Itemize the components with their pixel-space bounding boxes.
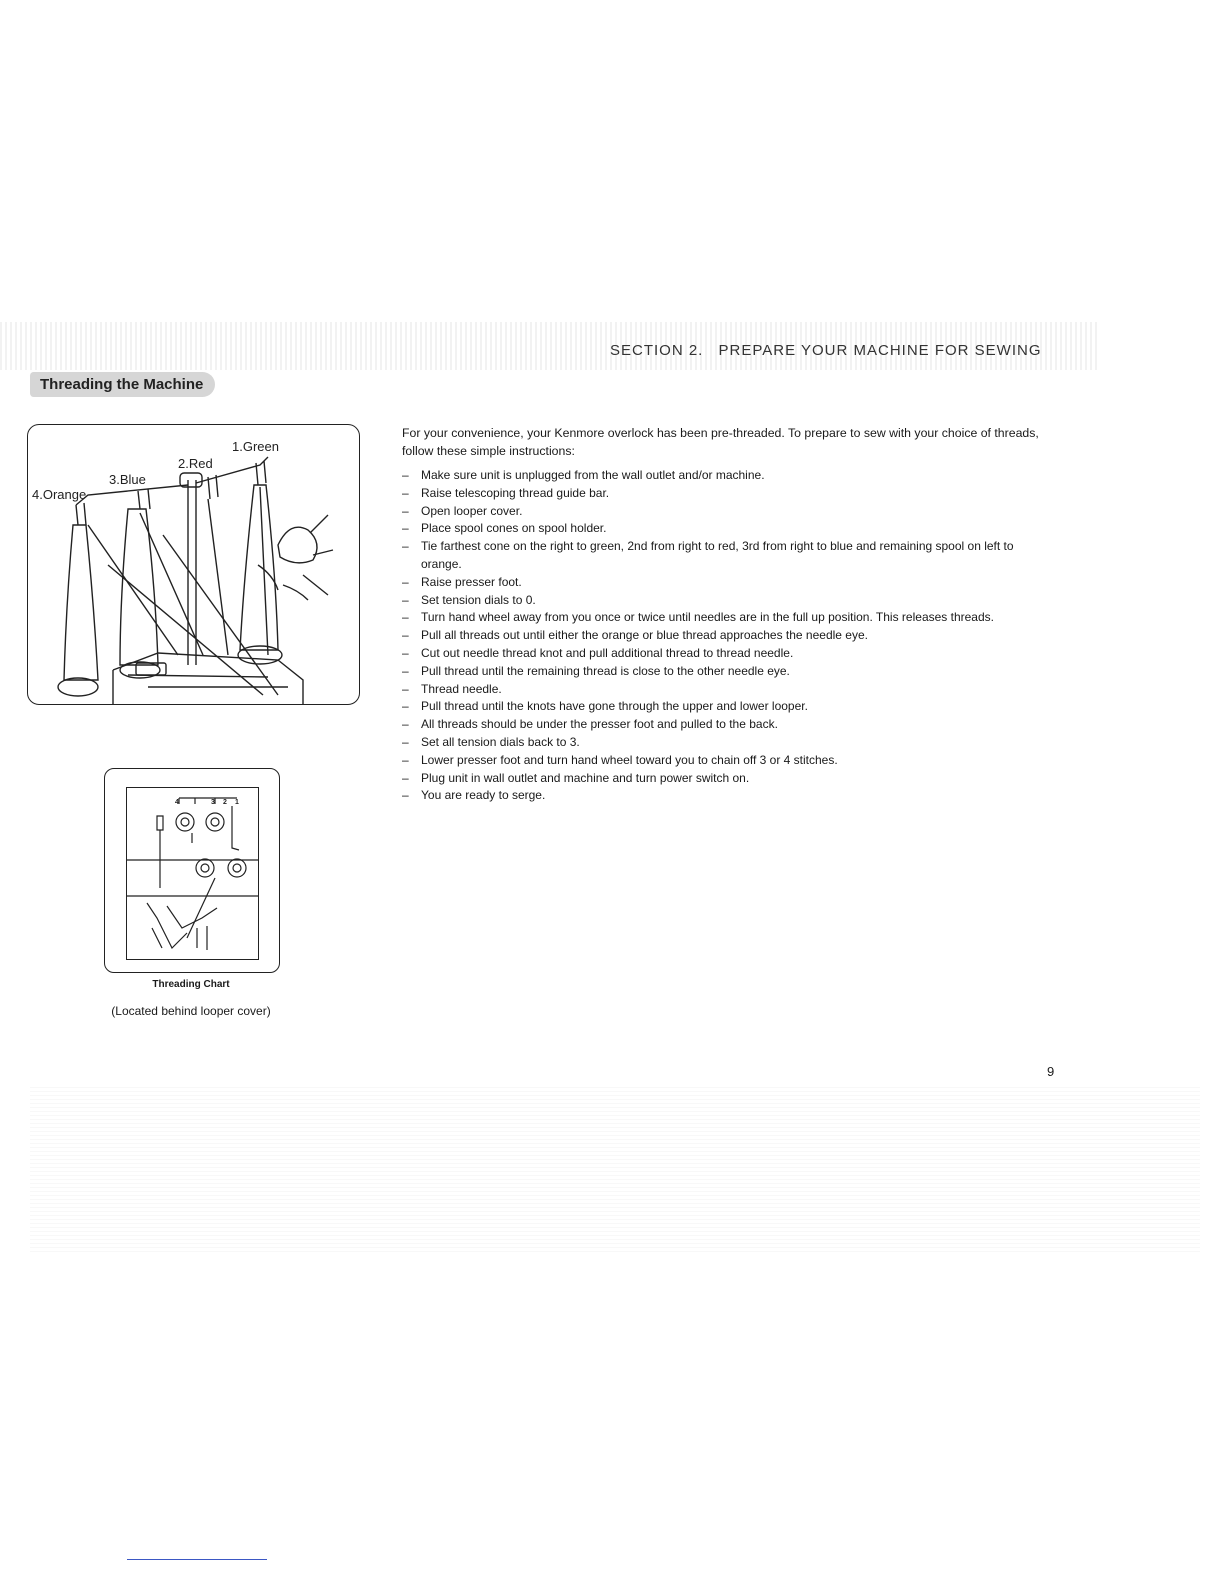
list-item: – Set tension dials to 0. [402, 592, 1042, 610]
page-number: 9 [1047, 1064, 1055, 1079]
list-item: – Pull thread until the knots have gone through the upper and lower looper. [402, 698, 1042, 716]
list-item: – Cut out needle thread knot and pull additional thread to thread needle. [402, 645, 1042, 663]
list-item: – Set all tension dials back to 3. [402, 734, 1042, 752]
chart-location-note: (Located behind looper cover) [111, 1004, 271, 1018]
list-item: – Thread needle. [402, 681, 1042, 699]
threading-chart-figure [104, 768, 280, 973]
chart-number-3: 3 [211, 799, 215, 806]
label-green: 1.Green [232, 439, 279, 454]
list-item: – Open looper cover. [402, 503, 1042, 521]
label-orange: 4.Orange [32, 487, 87, 502]
list-item: – Tie farthest cone on the right to green, 2nd from right to red, 3rd from right to blue and remaining spool on left to orange. [402, 538, 1042, 574]
list-item: – Lower presser foot and turn hand wheel toward you to chain off 3 or 4 stitches. [402, 752, 1042, 770]
list-item: – Plug unit in wall outlet and machine and turn power switch on. [402, 770, 1042, 788]
section-number: SECTION 2. [610, 342, 704, 359]
chart-number-4: 4 [175, 799, 179, 806]
intro-paragraph: For your convenience, your Kenmore overlock has been pre-threaded. To prepare to sew with your choice of threads, follow these simple instructions: [402, 426, 1039, 458]
list-item: – Pull thread until the remaining thread is close to the other needle eye. [402, 663, 1042, 681]
label-red: 2.Red [178, 456, 213, 471]
footer-link-line[interactable] [127, 1559, 267, 1560]
chart-caption: Threading Chart [152, 979, 230, 990]
list-item: – Raise presser foot. [402, 574, 1042, 592]
list-item: – Make sure unit is unplugged from the wall outlet and/or machine. [402, 467, 1042, 485]
section-header [610, 342, 1052, 359]
thread-stand-figure [27, 424, 360, 705]
page-title: Threading the Machine [30, 372, 215, 397]
scan-noise [30, 1085, 1200, 1255]
list-item: – Turn hand wheel away from you once or twice until needles are in the full up position. This releases threads. [402, 609, 1042, 627]
threading-chart-panel [126, 787, 259, 960]
instruction-list [402, 467, 1042, 805]
list-item: – Place spool cones on spool holder. [402, 520, 1042, 538]
list-item: – You are ready to serge. [402, 787, 1042, 805]
chart-number-1: 1 [235, 799, 239, 806]
section-title: PREPARE YOUR MACHINE FOR SEWING [718, 342, 1042, 359]
label-blue: 3.Blue [109, 472, 146, 487]
threading-chart-diagram [127, 788, 258, 959]
chart-number-2: 2 [223, 799, 227, 806]
list-item: – All threads should be under the presser foot and pulled to the back. [402, 716, 1042, 734]
list-item: – Pull all threads out until either the orange or blue thread approaches the needle eye. [402, 627, 1042, 645]
list-item: – Raise telescoping thread guide bar. [402, 485, 1042, 503]
